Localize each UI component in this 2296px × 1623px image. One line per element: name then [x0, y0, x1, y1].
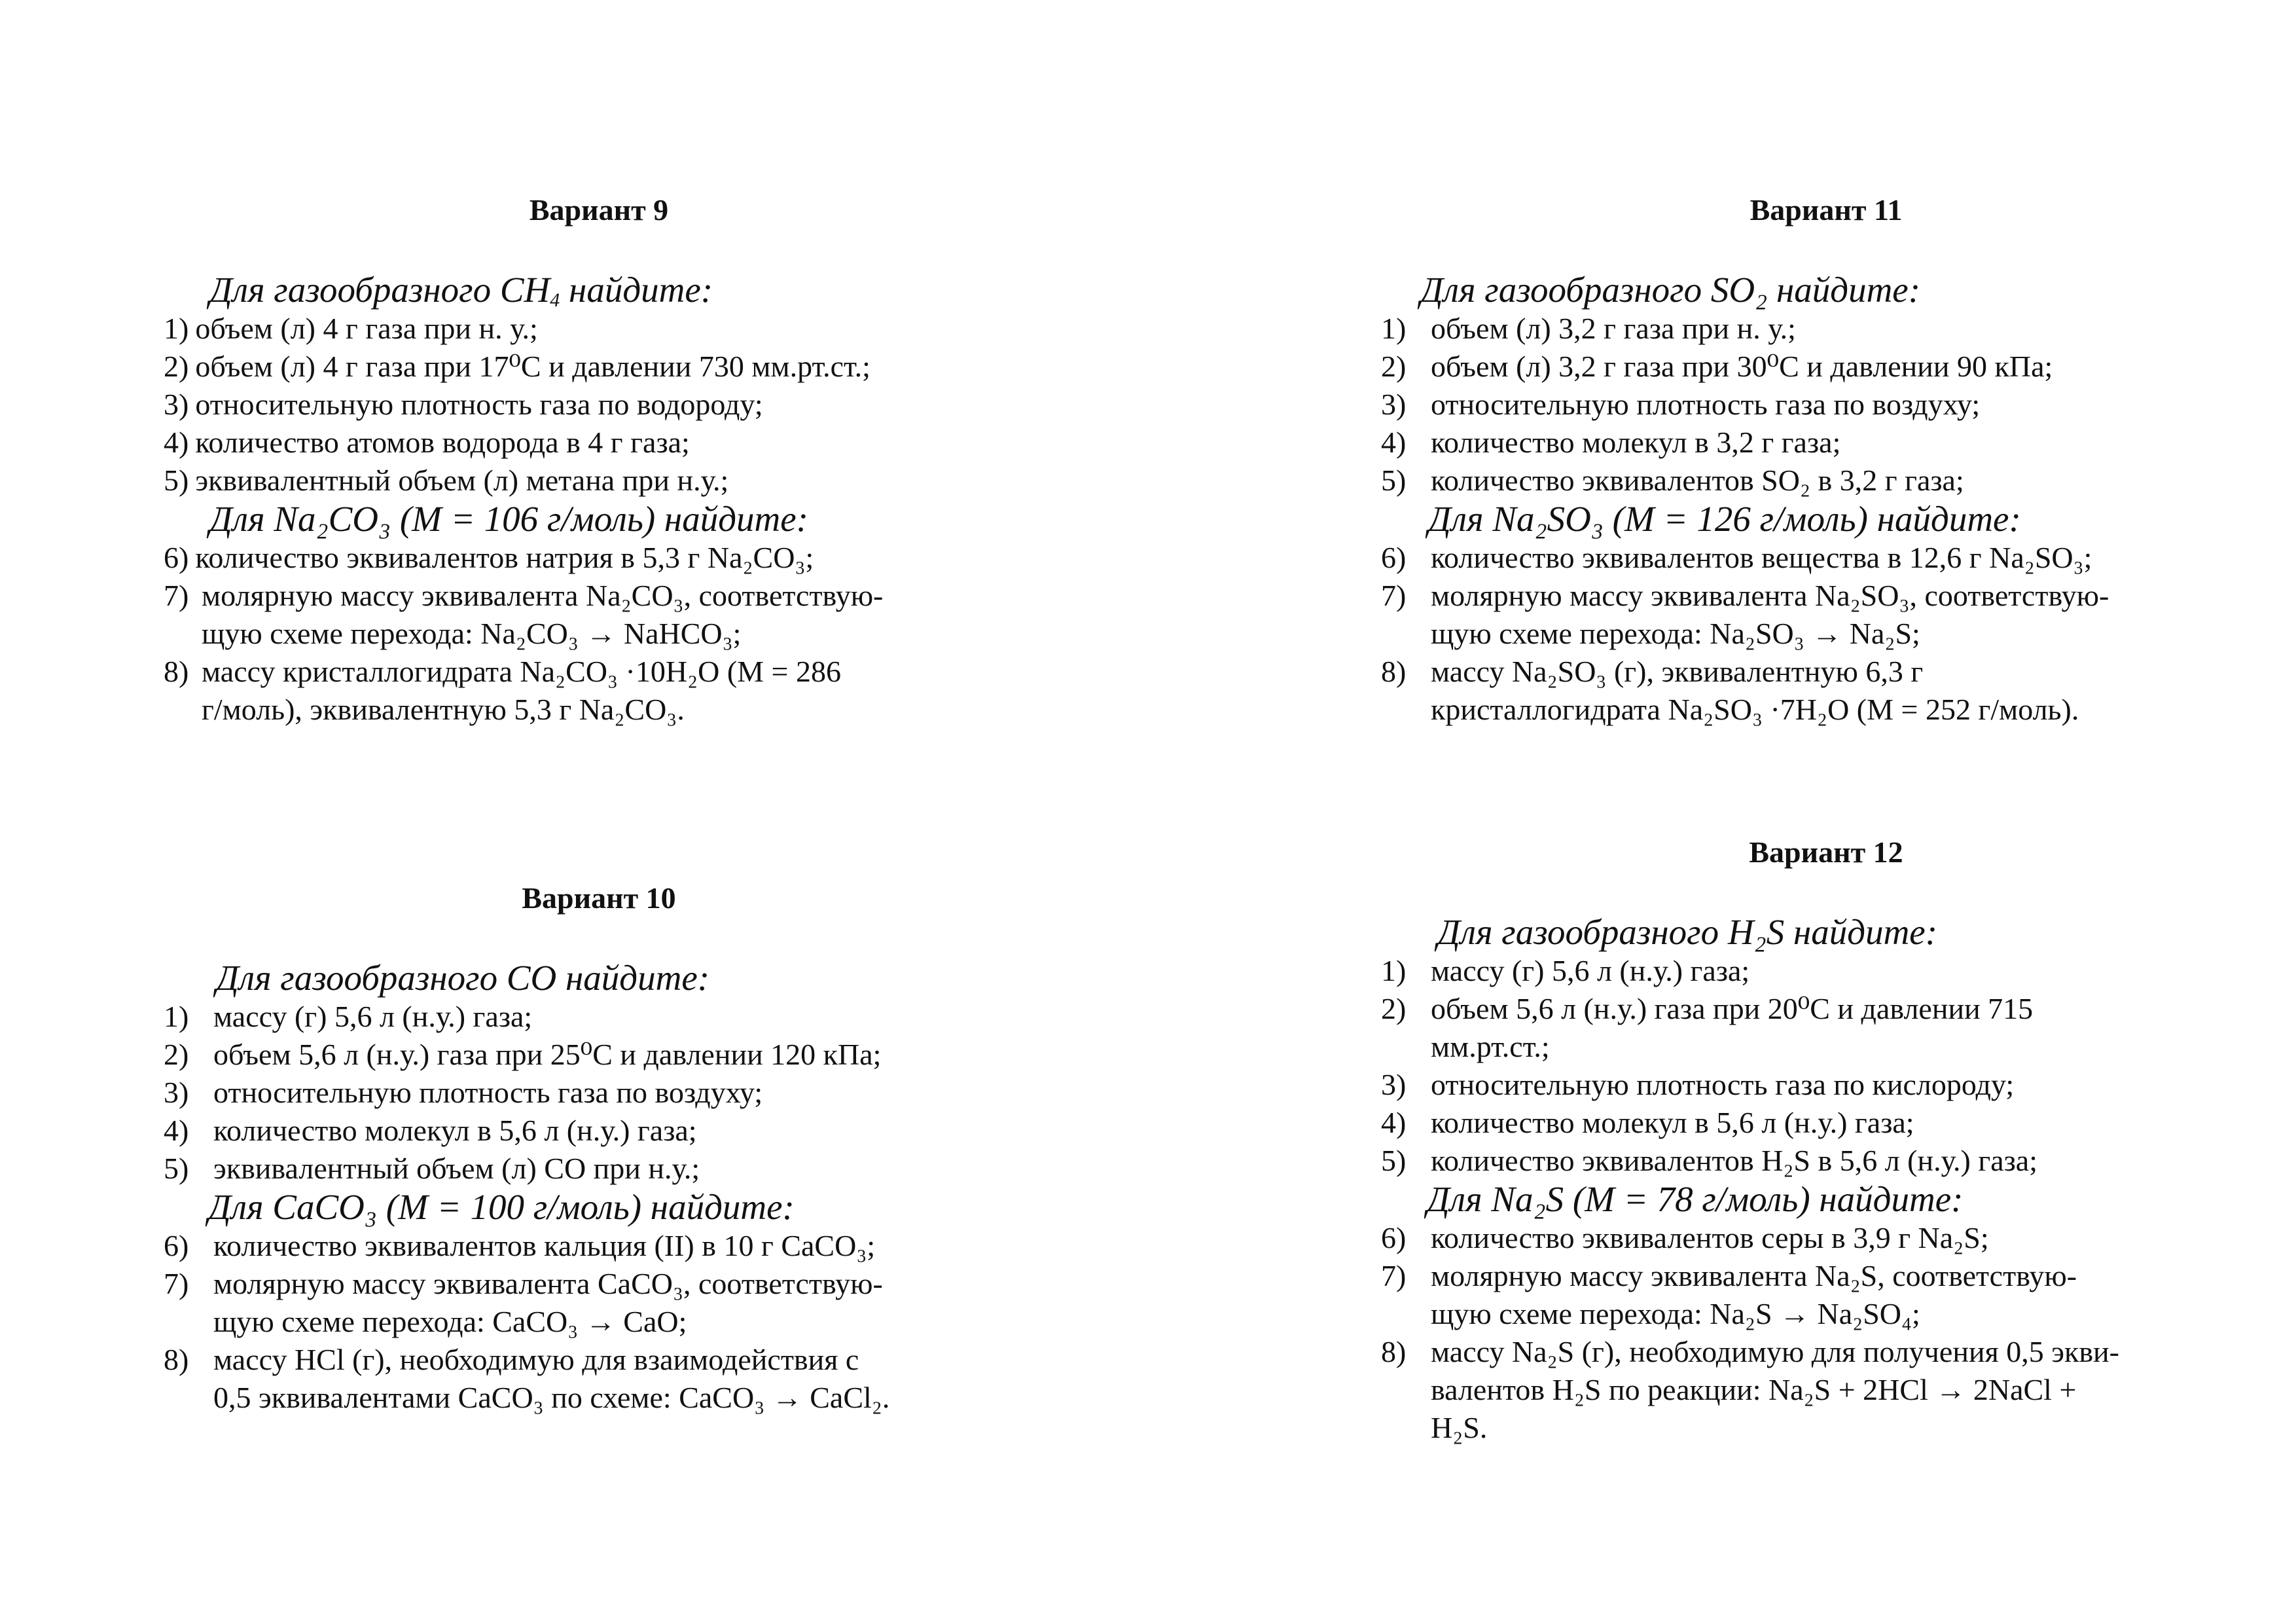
question-item [164, 1265, 1014, 1341]
question-item [1381, 539, 2245, 577]
question-text: относительную плотность газа по водороду; [195, 388, 763, 421]
variant-9-block [164, 193, 1014, 729]
salt-heading: Для Na₂SO₃ (M = 126 г/моль) найдите: [1428, 499, 2021, 539]
question-text: количество эквивалентов SO₂ в 3,2 г газа; [1431, 464, 1964, 497]
question-number: 7) [1381, 1259, 1407, 1292]
question-text: объем (л) 3,2 г газа при н. у.; [1431, 312, 1796, 345]
question-number: 8) [164, 655, 189, 688]
salt-heading: Для Na₂CO₃ (M = 106 г/моль) найдите: [209, 499, 808, 539]
question-item [1381, 1066, 2245, 1104]
question-item [164, 998, 1014, 1036]
question-number: 6) [1381, 541, 1407, 574]
question-number: 5) [164, 464, 189, 497]
question-number: 3) [1381, 1068, 1407, 1101]
variant-12-block [1381, 835, 2245, 1447]
question-text: количество молекул в 3,2 г газа; [1431, 426, 1841, 459]
variant-11-block [1381, 193, 2245, 729]
question-text: молярную массу эквивалента Na₂CO₃, соответствую- щую схеме перехода: Na₂CO₃ → NaHCO₃; [202, 579, 884, 650]
salt-question-list [1381, 1219, 2245, 1447]
variant-title: Вариант 9 [529, 193, 669, 227]
question-text: эквивалентный объем (л) метана при н.у.; [195, 464, 729, 497]
question-item [1381, 310, 2245, 348]
question-item [164, 577, 1014, 653]
question-number: 6) [164, 541, 189, 574]
question-number: 4) [164, 426, 189, 459]
question-number: 1) [164, 312, 189, 345]
question-item [1381, 990, 2245, 1066]
gas-heading-suffix: найдите: [560, 270, 713, 310]
question-item [1381, 1142, 2245, 1180]
question-item [1381, 1333, 2245, 1447]
question-item [1381, 1219, 2245, 1257]
question-item [164, 310, 1014, 348]
question-item [1381, 386, 2245, 424]
gas-heading-text: Для газообразного CH [209, 270, 550, 310]
question-text: объем 5,6 л (н.у.) газа при 20⁰С и давлении 715 мм.рт.ст.; [1431, 992, 2034, 1063]
question-text: объем (л) 4 г газа при н. у.; [195, 312, 538, 345]
question-text: массу Na₂S (г), необходимую для получения 0,5 экви- валентов H₂S по реакции: Na₂S + 2HCl → 2NaCl + H₂S. [1431, 1335, 2119, 1444]
question-number: 6) [1381, 1221, 1407, 1254]
gas-heading-subscript: 4 [550, 289, 560, 311]
question-number: 7) [164, 1267, 189, 1300]
question-item [164, 653, 1014, 729]
question-item [1381, 952, 2245, 990]
question-text: массу HCl (г), необходимую для взаимодействия с 0,5 эквивалентами CaCO₃ по схеме: CaCO₃ → CaCl₂. [213, 1343, 890, 1414]
question-text: количество эквивалентов кальция (II) в 10 г CaCO₃; [213, 1229, 876, 1262]
question-number: 4) [1381, 426, 1407, 459]
question-text: эквивалентный объем (л) CO при н.у.; [213, 1152, 700, 1185]
question-number: 3) [164, 388, 189, 421]
question-item [164, 1341, 1014, 1417]
gas-question-list [164, 998, 1014, 1188]
gas-heading [164, 270, 1014, 310]
question-text: массу кристаллогидрата Na₂CO₃ ·10H₂O (M = 286 г/моль), эквивалентную 5,3 г Na₂CO₃. [202, 655, 841, 726]
question-text: количество эквивалентов натрия в 5,3 г Na₂CO₃; [195, 541, 814, 574]
question-text: объем (л) 3,2 г газа при 30⁰С и давлении 90 кПа; [1431, 350, 2053, 383]
question-text: объем (л) 4 г газа при 17⁰С и давлении 730 мм.рт.ст.; [195, 350, 870, 383]
variant-title: Вариант 11 [1749, 193, 1903, 227]
question-item [1381, 424, 2245, 462]
question-text: массу (г) 5,6 л (н.у.) газа; [213, 1000, 533, 1033]
question-number: 7) [164, 579, 189, 612]
question-number: 4) [164, 1114, 189, 1147]
question-number: 4) [1381, 1106, 1407, 1139]
gas-question-list [1381, 952, 2245, 1180]
question-text: количество атомов водорода в 4 г газа; [195, 426, 690, 459]
gas-heading: Для газообразного H₂S найдите: [1437, 912, 1938, 952]
question-number: 5) [164, 1152, 189, 1185]
question-number: 3) [1381, 388, 1407, 421]
gas-question-list [1381, 310, 2245, 500]
salt-heading: Для Na₂S (M = 78 г/моль) найдите: [1427, 1179, 1964, 1219]
gas-heading: Для газообразного SO₂ найдите: [1420, 270, 1921, 310]
question-text: относительную плотность газа по кислороду; [1431, 1068, 2015, 1101]
question-text: количество эквивалентов H₂S в 5,6 л (н.у.) газа; [1431, 1144, 2037, 1177]
question-text: количество эквивалентов серы в 3,9 г Na₂S; [1431, 1221, 1989, 1254]
question-number: 2) [1381, 992, 1407, 1025]
question-item [164, 539, 1014, 577]
question-item [164, 424, 1014, 462]
question-number: 2) [1381, 350, 1407, 383]
question-text: количество молекул в 5,6 л (н.у.) газа; [213, 1114, 697, 1147]
salt-heading: Для CaCO₃ (M = 100 г/моль) найдите: [208, 1187, 795, 1227]
question-text: массу Na₂SO₃ (г), эквивалентную 6,3 г кристаллогидрата Na₂SO₃ ·7H₂O (M = 252 г/моль). [1431, 655, 2079, 726]
question-number: 1) [1381, 312, 1407, 345]
variant-title: Вариант 10 [522, 881, 676, 915]
question-text: относительную плотность газа по воздуху; [1431, 388, 1981, 421]
question-number: 8) [164, 1343, 189, 1376]
question-item [1381, 1104, 2245, 1142]
question-number: 8) [1381, 1335, 1407, 1368]
question-number: 5) [1381, 464, 1407, 497]
question-number: 3) [164, 1076, 189, 1109]
question-number: 8) [1381, 655, 1407, 688]
variant-10-block [164, 881, 1014, 1417]
salt-question-list [1381, 539, 2245, 729]
question-number: 2) [164, 1038, 189, 1071]
question-item [164, 348, 1014, 386]
question-text: количество эквивалентов вещества в 12,6 г Na₂SO₃; [1431, 541, 2092, 574]
question-item [164, 1074, 1014, 1112]
question-text: массу (г) 5,6 л (н.у.) газа; [1431, 954, 1750, 987]
question-item [164, 386, 1014, 424]
question-item [1381, 577, 2245, 653]
question-text: количество молекул в 5,6 л (н.у.) газа; [1431, 1106, 1914, 1139]
gas-question-list [164, 310, 1014, 500]
question-item [164, 1227, 1014, 1265]
question-text: относительную плотность газа по воздуху; [213, 1076, 763, 1109]
question-number: 7) [1381, 579, 1407, 612]
salt-question-list [164, 539, 1014, 729]
question-item [1381, 1257, 2245, 1333]
question-item [164, 462, 1014, 500]
question-number: 5) [1381, 1144, 1407, 1177]
question-number: 6) [164, 1229, 189, 1262]
gas-heading: Для газообразного CO найдите: [216, 958, 710, 998]
salt-question-list [164, 1227, 1014, 1417]
question-item [164, 1036, 1014, 1074]
question-text: объем 5,6 л (н.у.) газа при 25⁰С и давлении 120 кПа; [213, 1038, 882, 1071]
question-text: молярную массу эквивалента CaCO₃, соответствую- щую схеме перехода: CaCO₃ → CaO; [213, 1267, 883, 1338]
question-item [1381, 462, 2245, 500]
question-number: 1) [164, 1000, 189, 1033]
question-item [164, 1112, 1014, 1150]
question-text: молярную массу эквивалента Na₂S, соответствую- щую схеме перехода: Na₂S → Na₂SO₄; [1431, 1259, 2077, 1330]
variant-title: Вариант 12 [1749, 835, 1903, 869]
question-text: молярную массу эквивалента Na₂SO₃, соответствую- щую схеме перехода: Na₂SO₃ → Na₂S; [1431, 579, 2109, 650]
question-number: 2) [164, 350, 189, 383]
question-item [164, 1150, 1014, 1188]
question-item [1381, 653, 2245, 729]
question-item [1381, 348, 2245, 386]
question-number: 1) [1381, 954, 1407, 987]
